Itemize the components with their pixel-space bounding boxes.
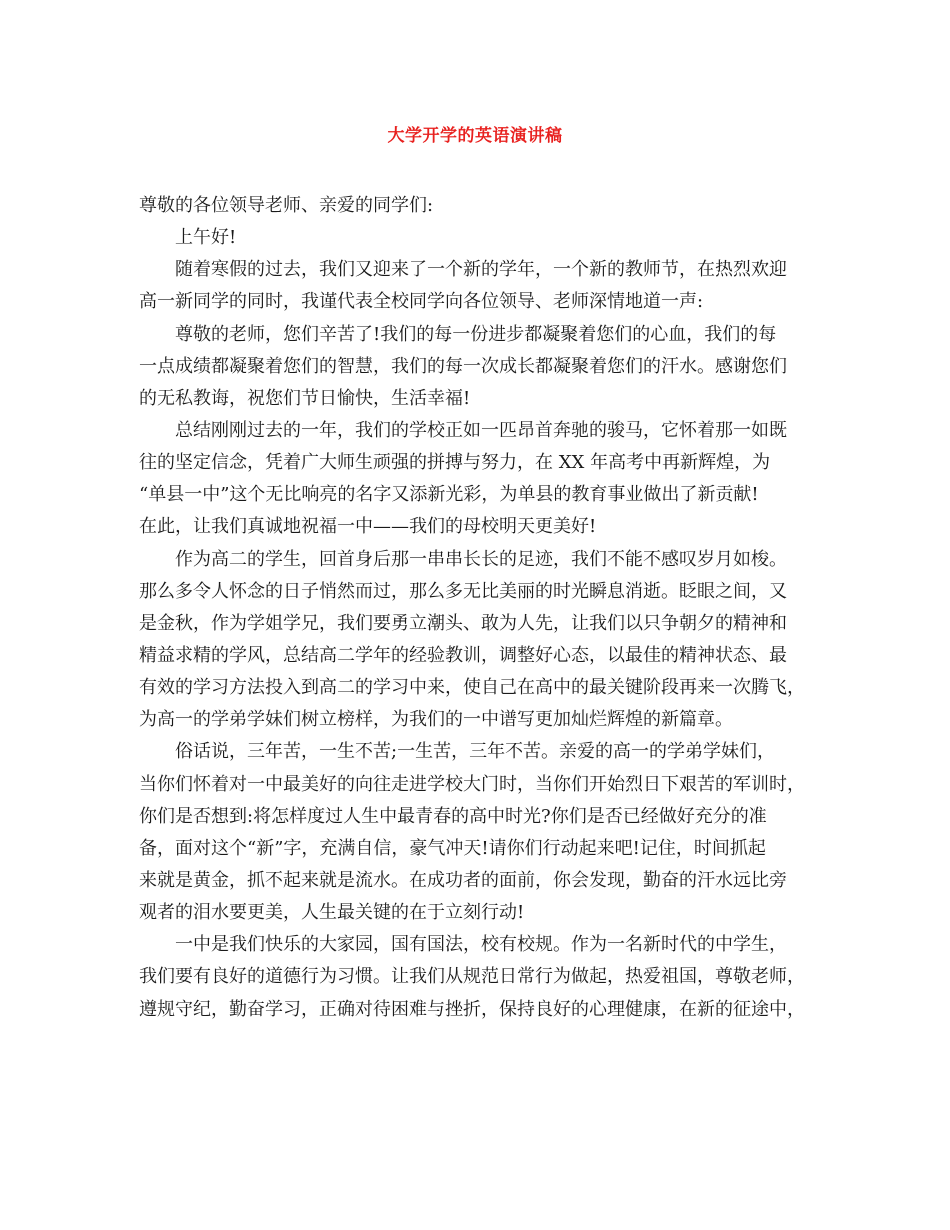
text-line: 尊敬的老师，您们辛苦了!我们的每一份进步都凝聚着您们的心血，我们的每 <box>175 323 777 345</box>
text-line: 当你们怀着对一中最美好的向往走进学校大门时，当你们开始烈日下艰苦的军训时， <box>139 773 805 795</box>
text-line: 你们是否想到:将怎样度过人生中最青春的高中时光?你们是否已经做好充分的准 <box>139 805 767 827</box>
text-line: 精益求精的学风，总结高二学年的经验教训，调整好心态，以最佳的精神状态、最 <box>139 644 787 666</box>
text-line: 作为高二的学生，回首身后那一串串长长的足迹，我们不能不感叹岁月如梭。 <box>175 548 787 570</box>
text-line: 总结刚刚过去的一年，我们的学校正如一匹昂首奔驰的骏马，它怀着那一如既 <box>175 419 787 441</box>
text-line: 往的坚定信念，凭着广大师生顽强的拼搏与努力，在 XX 年高考中再新辉煌，为 <box>139 452 771 474</box>
text-line: 上午好! <box>175 227 237 249</box>
document-title: 大学开学的英语演讲稿 <box>387 126 563 146</box>
text-line: 备，面对这个“新”字，充满自信，豪气冲天!请你们行动起来吧!记住，时间抓起 <box>139 837 766 859</box>
text-line: “单县一中”这个无比响亮的名字又添新光彩，为单县的教育事业做出了新贡献! <box>139 484 759 506</box>
text-line: 观者的泪水要更美，人生最关键的在于立刻行动! <box>139 902 525 924</box>
text-line: 一点成绩都凝聚着您们的智慧，我们的每一次成长都凝聚着您们的汗水。感谢您们 <box>139 355 787 377</box>
text-line: 的无私教诲，祝您们节日愉快，生活幸福! <box>139 387 471 409</box>
text-line: 来就是黄金，抓不起来就是流水。在成功者的面前，你会发现，勤奋的汗水远比旁 <box>139 869 787 891</box>
text-line: 一中是我们快乐的大家园，国有国法，校有校规。作为一名新时代的中学生， <box>175 934 787 956</box>
text-line: 俗话说，三年苦，一生不苦;一生苦，三年不苦。亲爱的高一的学弟学妹们， <box>175 741 776 763</box>
text-line: 是金秋，作为学姐学兄，我们要勇立潮头、敢为人先，让我们以只争朝夕的精神和 <box>139 612 787 634</box>
text-line: 在此，让我们真诚地祝福一中——我们的母校明天更美好! <box>139 516 597 538</box>
text-line: 高一新同学的同时，我谨代表全校同学向各位领导、老师深情地道一声: <box>139 291 704 313</box>
document-body <box>139 190 819 1026</box>
text-line: 为高一的学弟学妹们树立榜样，为我们的一中谱写更加灿烂辉煌的新篇章。 <box>139 709 733 731</box>
text-line: 遵规守纪，勤奋学习，正确对待困难与挫折，保持良好的心理健康，在新的征途中， <box>139 998 805 1020</box>
text-line: 那么多令人怀念的日子悄然而过，那么多无比美丽的时光瞬息消逝。眨眼之间，又 <box>139 580 787 602</box>
text-line: 随着寒假的过去，我们又迎来了一个新的学年，一个新的教师节，在热烈欢迎 <box>175 259 787 281</box>
text-line: 有效的学习方法投入到高二的学习中来，使自己在高中的最关键阶段再来一次腾飞， <box>139 677 805 699</box>
text-line: 尊敬的各位领导老师、亲爱的同学们: <box>139 195 434 216</box>
text-line: 我们要有良好的道德行为习惯。让我们从规范日常行为做起，热爱祖国，尊敬老师， <box>139 966 805 988</box>
